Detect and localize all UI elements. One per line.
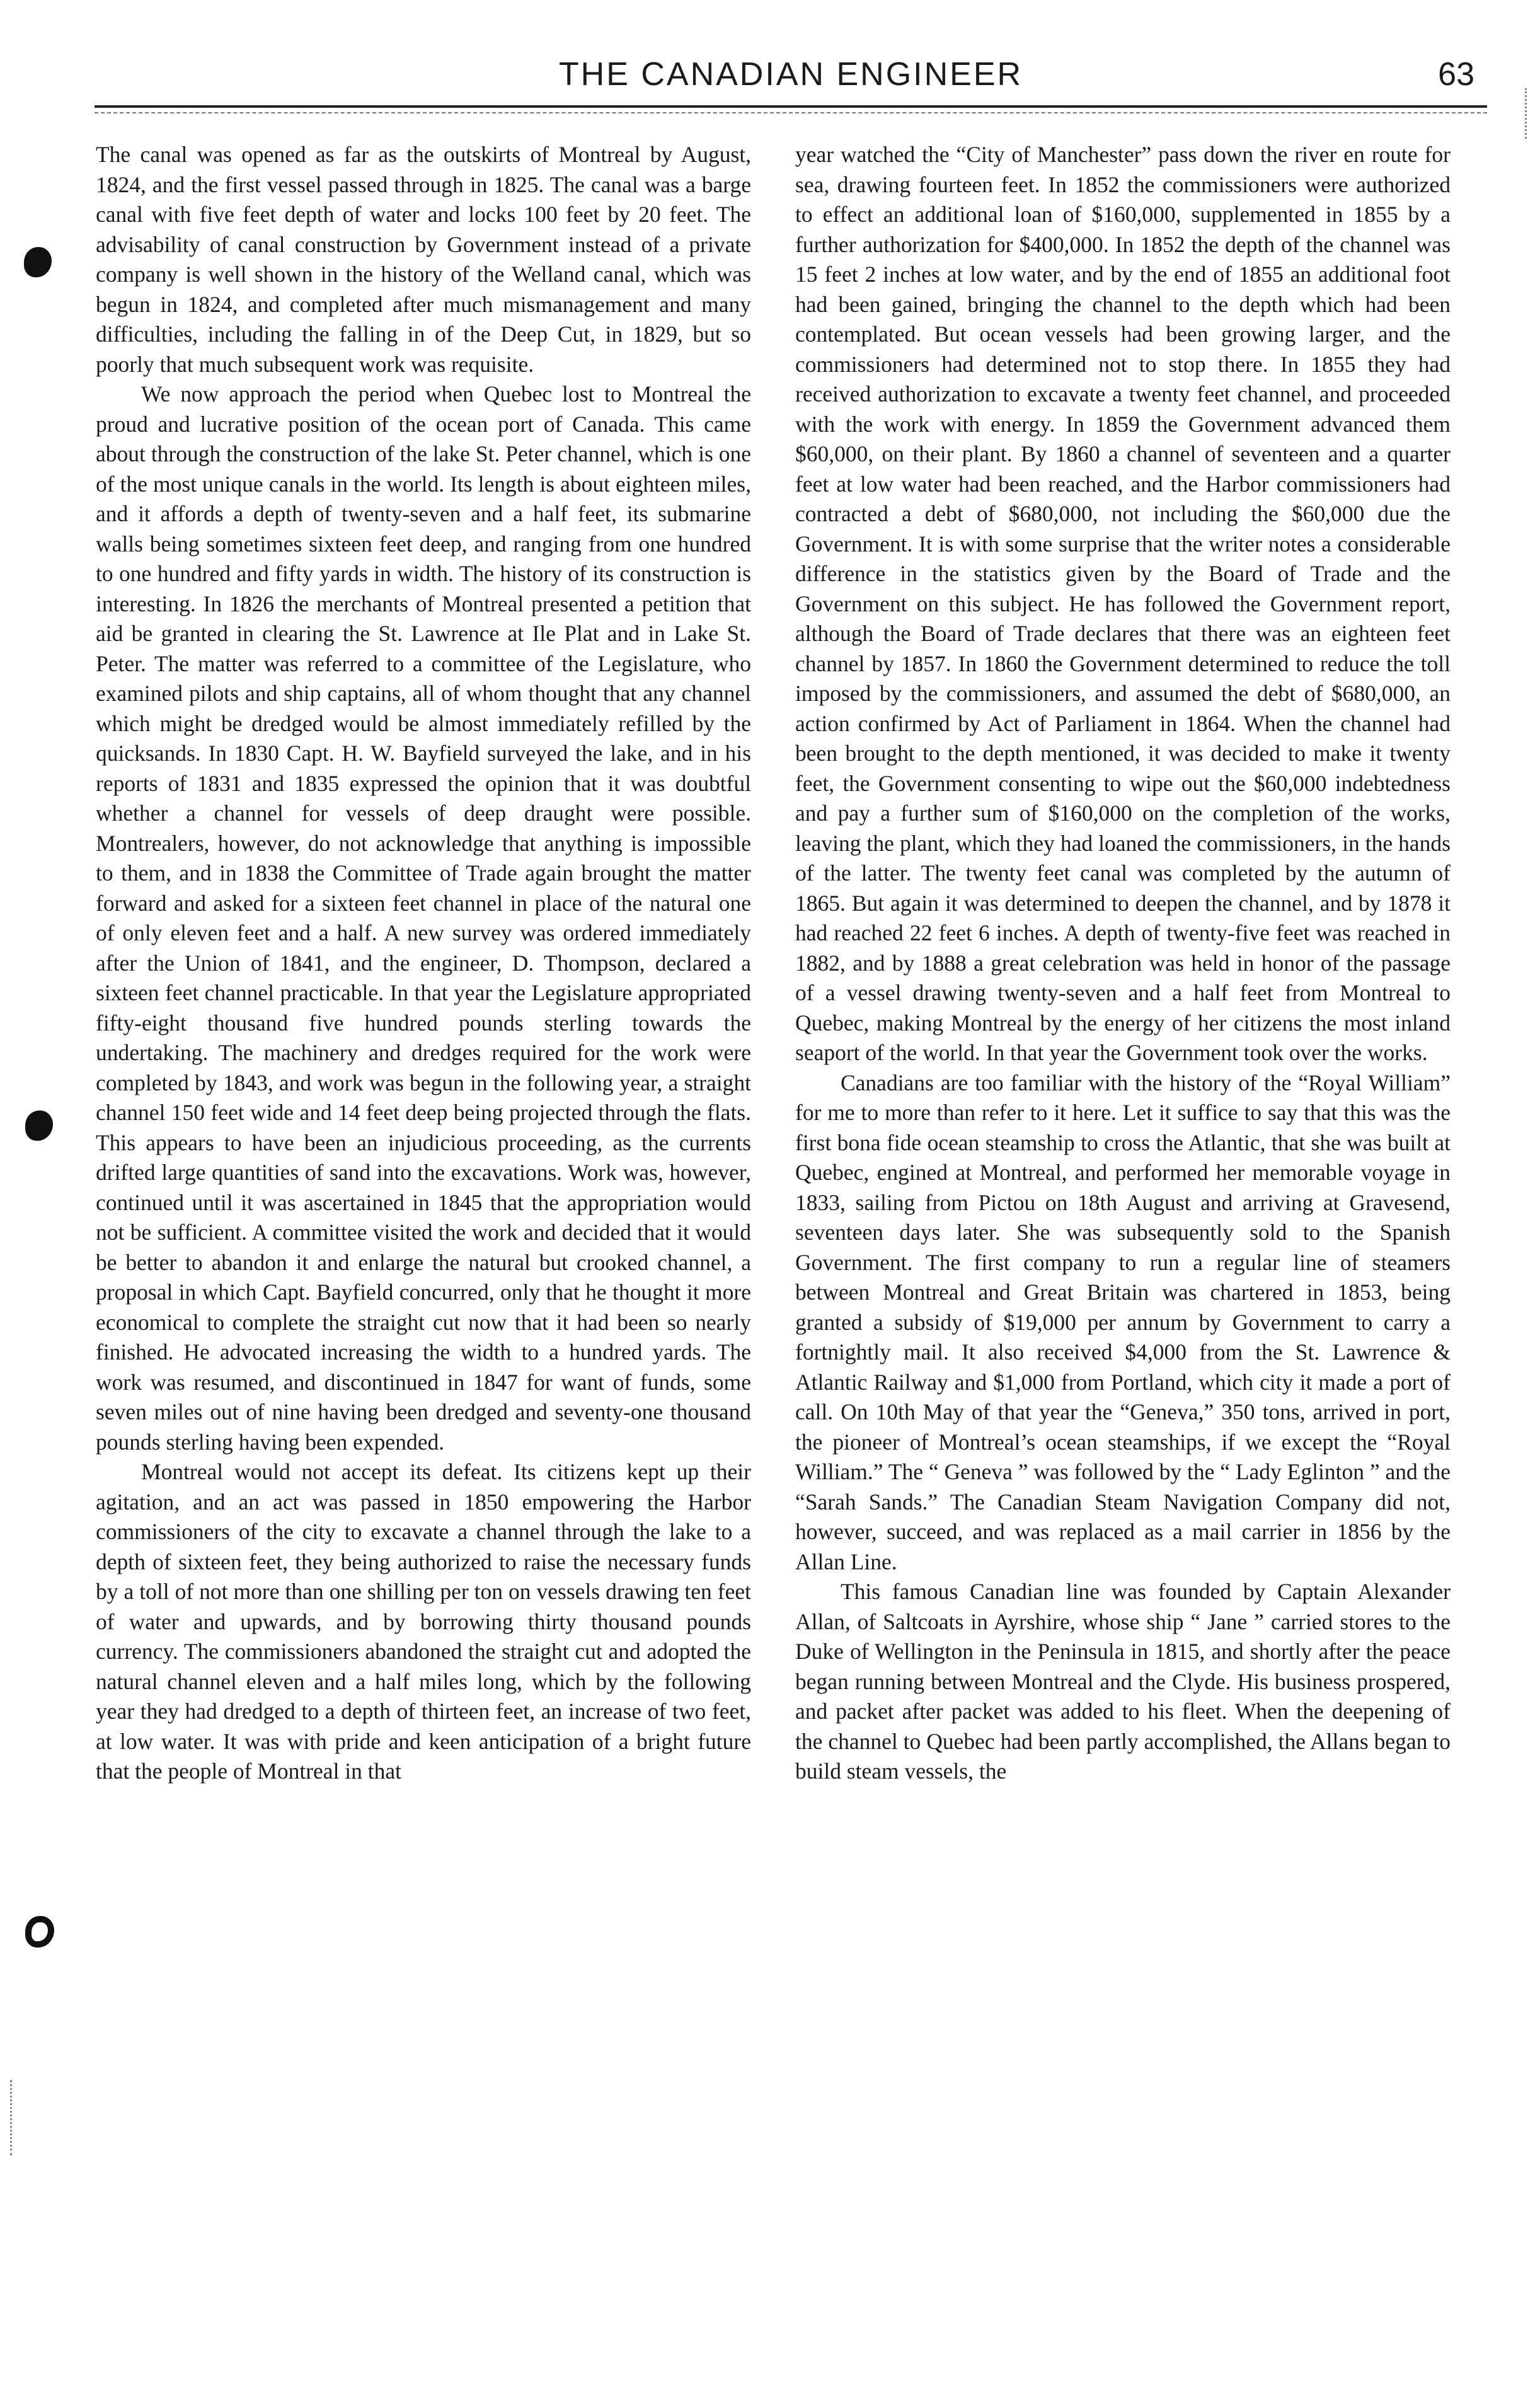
left-column [96, 140, 751, 1787]
page-number: 63 [1438, 56, 1474, 93]
journal-title: THE CANADIAN ENGINEER [558, 56, 1023, 93]
header-rule-secondary [95, 112, 1487, 113]
page-edge-marks [1525, 88, 1529, 139]
paragraph: Canadians are too familiar with the history of the “Royal William” for me to more than refer to it here. Let it suffice to say that this was the first bona fide ocean steamship to cross the Atlantic, that she was built at Quebec, engined at Montreal, and performed her memorable voyage in 1833, sailing from Pictou on 18th August and arriving at Gravesend, seventeen days later. She was subsequently sold to the Spanish Government. The first company to run a regular line of steamers between Montreal and Great Britain was chartered in 1853, being granted a subsidy of $19,000 per annum by Government to carry a fortnightly mail. It also received $4,000 from the St. Lawrence & Atlantic Railway and $1,000 from Portland, which city it made a port of call. On 10th May of that year the “Geneva,” 350 tons, arrived in port, the pioneer of Montreal’s ocean steamships, if we except the “Royal William.” The “ Geneva ” was followed by the “ Lady Eglinton ” and the “Sarah Sands.” The Canadian Steam Navigation Company did not, however, succeed, and was replaced as a mail carrier in 1856 by the Allan Line. [795, 1070, 1451, 1574]
paragraph: year watched the “City of Manchester” pass down the river en route for sea, drawing fourteen feet. In 1852 the commissioners were authorized to effect an additional loan of $160,000, supplemented in 1855 by a further authorization for $400,000. In 1852 the depth of the channel was 15 feet 2 inches at low water, and by the end of 1855 an additional foot had been gained, bringing the channel to the depth which had been contemplated. But ocean vessels had been growing larger, and the commissioners had determined not to stop there. In 1855 they had received authorization to excavate a twenty feet channel, and proceeded with the work with energy. In 1859 the Government advanced them $60,000, on their plant. By 1860 a channel of seventeen and a quarter feet at low water had been reached, and the Harbor commissioners had contracted a debt of $680,000, not including the $60,000 due the Government. It is with some surprise that the writer notes a considerable difference in the statistics given by the Board of Trade and the Government on this subject. He has followed the Government report, although the Board of Trade declares that there was an eighteen feet channel by 1857. In 1860 the Government determined to reduce the toll imposed by the commissioners, and assumed the debt of $680,000, an action confirmed by Act of Parliament in 1864. When the channel had been brought to the depth mentioned, it was decided to make it twenty feet, the Government consenting to wipe out the $60,000 indebtedness and pay a further sum of $160,000 on the completion of the works, leaving the plant, which they had loaned the commissioners, in the hands of the latter. The twenty feet canal was completed by the autumn of 1865. But again it was determined to deepen the channel, and by 1878 it had reached 22 feet 6 inches. A depth of twenty-five feet was reached in 1882, and by 1888 a great celebration was held in honor of the passage of a vessel drawing twenty-seven and a half feet from Montreal to Quebec, making Montreal by the energy of her citizens the most inland seaport of the world. In that year the Government took over the works. [795, 142, 1451, 1065]
binding-hole-mark [25, 1111, 53, 1141]
paragraph: The canal was opened as far as the outskirts of Montreal by August, 1824, and the first vessel passed through in 1825. The canal was a barge canal with five feet depth of water and locks 100 feet by 20 feet. The advisability of canal construction by Government instead of a private company is well shown in the history of the Welland canal, which was begun in 1824, and completed after much mismanagement and many difficulties, including the falling in of the Deep Cut, in 1829, but so poorly that much subsequent work was requisite. [96, 142, 751, 377]
paragraph: We now approach the period when Quebec lost to Montreal the proud and lucrative position of the ocean port of Canada. This came about through the construction of the lake St. Peter channel, which is one of the most unique canals in the world. Its length is about eighteen miles, and it affords a depth of twenty-seven and a half feet, its submarine walls being sometimes sixteen feet deep, and ranging from one hundred to one hundred and fifty yards in width. The history of its construction is interesting. In 1826 the merchants of Montreal presented a petition that aid be granted in clearing the St. Lawrence at Ile Plat and in Lake St. Peter. The matter was referred to a committee of the Legislature, who examined pilots and ship captains, all of whom thought that any channel which might be dredged would be almost immediately refilled by the quicksands. In 1830 Capt. H. W. Bayfield surveyed the lake, and in his reports of 1831 and 1835 expressed the opinion that it was doubtful whether a channel for vessels of deep draught were possible. Montrealers, however, do not acknowledge that anything is impossible to them, and in 1838 the Committee of Trade again brought the matter forward and asked for a sixteen feet channel in place of the natural one of only eleven feet and a half. A new survey was ordered immediately after the Union of 1841, and the engineer, D. Thompson, declared a sixteen feet channel practicable. In that year the Legislature appropriated fifty-eight thousand five hundred pounds sterling towards the undertaking. The machinery and dredges required for the work were completed by 1843, and work was begun in the following year, a straight channel 150 feet wide and 14 feet deep being projected through the flats. This appears to have been an injudicious proceeding, as the currents drifted large quantities of sand into the excavations. Work was, however, continued until it was ascertained in 1845 that the appropriation would not be sufficient. A committee visited the work and decided that it would be better to abandon it and enlarge the natural but crooked channel, a proposal in which Capt. Bayfield concurred, only that he thought it more economical to complete the straight cut now that it had been so nearly finished. He advocated increasing the width to a hundred yards. The work was resumed, and discontinued in 1847 for want of funds, some seven miles out of nine having been dredged and seventy-one thousand pounds sterling having been expended. [96, 381, 751, 1455]
right-column [795, 140, 1451, 1787]
page-header [95, 58, 1487, 115]
header-rule [95, 105, 1487, 108]
binding-hole-mark [24, 247, 52, 277]
binding-hole-mark [25, 1916, 54, 1948]
page-edge-marks [10, 2080, 14, 2156]
paragraph: Montreal would not accept its defeat. Its citizens kept up their agitation, and an act was passed in 1850 empowering the Harbor commissioners of the city to excavate a channel through the lake to a depth of sixteen feet, they being authorized to raise the necessary funds by a toll of not more than one shilling per ton on vessels drawing ten feet of water and upwards, and by borrowing thirty thousand pounds currency. The commissioners abandoned the straight cut and adopted the natural channel eleven and a half miles long, which by the following year they had dredged to a depth of thirteen feet, an increase of two feet, at low water. It was with pride and keen anticipation of a bright future that the people of Montreal in that [96, 1459, 751, 1784]
paragraph: This famous Canadian line was founded by Captain Alexander Allan, of Saltcoats in Ayrshire, whose ship “ Jane ” carried stores to the Duke of Wellington in the Peninsula in 1815, and shortly after the peace began running between Montreal and the Clyde. His business prospered, and packet after packet was added to his fleet. When the deepening of the channel to Quebec had been partly accomplished, the Allans began to build steam vessels, the [795, 1579, 1451, 1784]
